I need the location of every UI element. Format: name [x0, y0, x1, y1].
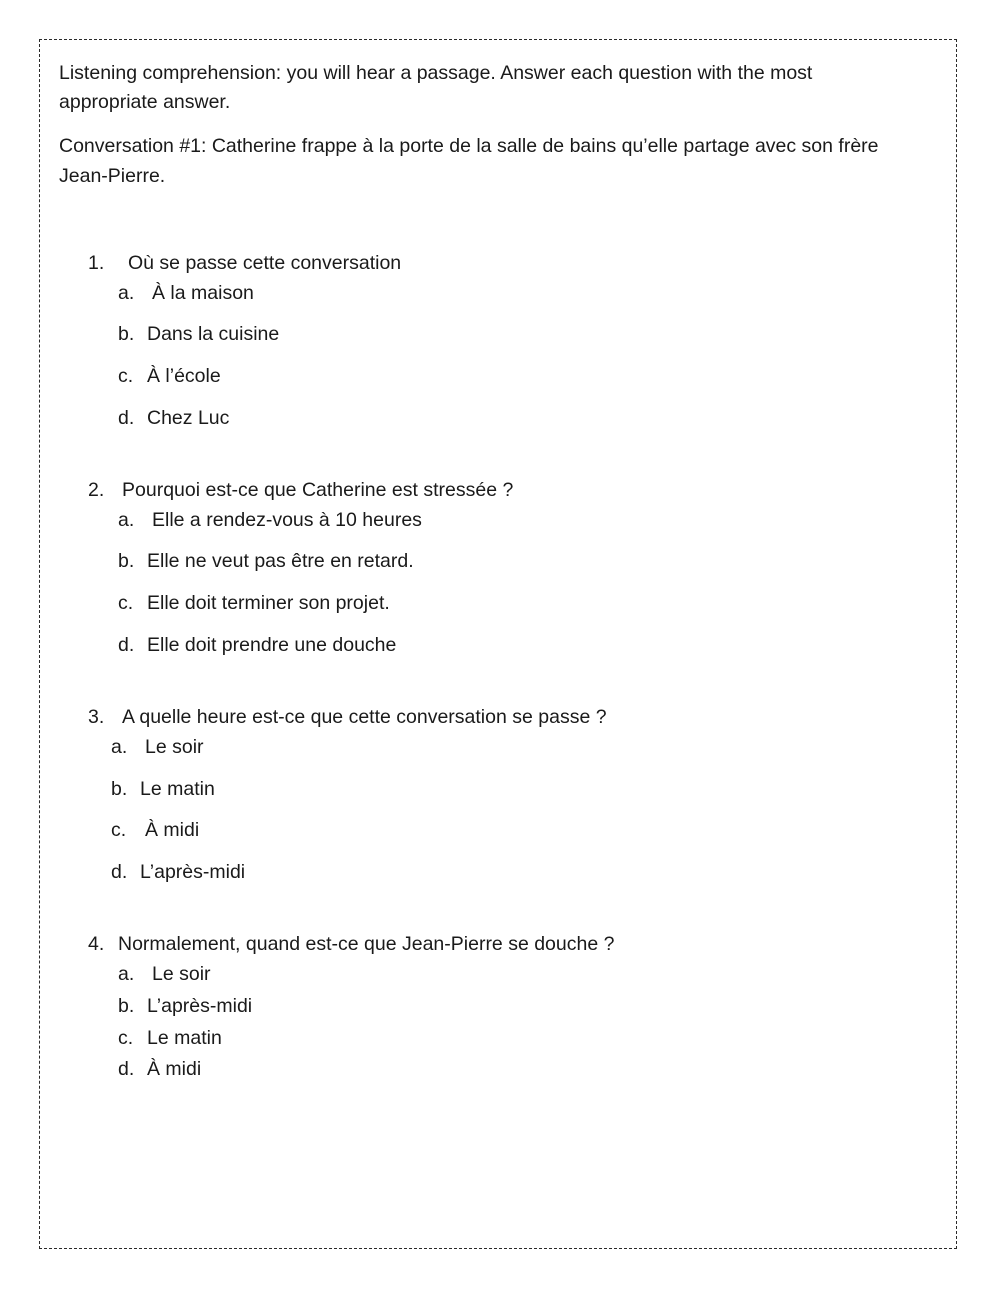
option-letter: a.	[118, 282, 135, 304]
option-text: Elle ne veut pas être en retard.	[147, 550, 414, 572]
instructions-line-2: appropriate answer.	[59, 91, 231, 113]
option-letter: d.	[118, 634, 135, 656]
option-letter: b.	[118, 995, 135, 1017]
option-letter: a.	[118, 963, 135, 985]
option-text: À midi	[147, 1058, 202, 1080]
question-number: 2.	[88, 479, 105, 501]
option-text: Le soir	[152, 963, 211, 985]
option-text: Elle doit prendre une douche	[147, 634, 397, 656]
question-text: Normalement, quand est-ce que Jean-Pierre se douche ?	[118, 933, 615, 955]
option-letter: d.	[118, 1058, 135, 1080]
option-letter: b.	[111, 778, 128, 800]
question-number: 1.	[88, 252, 105, 274]
option-text: L’après-midi	[140, 861, 246, 883]
option-letter: c.	[111, 819, 127, 841]
conversation-line-2: Jean-Pierre.	[59, 165, 166, 187]
instructions-line-1: Listening comprehension: you will hear a passage. Answer each question with the most	[59, 62, 813, 84]
option-text: Le matin	[140, 778, 215, 800]
option-letter: a.	[118, 509, 135, 531]
option-text: Elle a rendez-vous à 10 heures	[152, 509, 422, 531]
question-number: 3.	[88, 706, 105, 728]
option-text: Dans la cuisine	[147, 323, 280, 345]
option-text: À la maison	[152, 282, 254, 304]
option-text: Chez Luc	[147, 407, 230, 429]
question-text: Pourquoi est-ce que Catherine est stressée ?	[122, 479, 514, 501]
option-text: L’après-midi	[147, 995, 253, 1017]
option-letter: c.	[118, 592, 134, 614]
question-text: A quelle heure est-ce que cette conversation se passe ?	[122, 706, 607, 728]
conversation-line-1: Conversation #1: Catherine frappe à la porte de la salle de bains qu’elle partage avec son frère	[59, 135, 879, 157]
option-text: Le soir	[145, 736, 204, 758]
option-letter: d.	[118, 407, 135, 429]
option-letter: a.	[111, 736, 128, 758]
option-text: À midi	[145, 819, 200, 841]
question-text: Où se passe cette conversation	[128, 252, 402, 274]
question-number: 4.	[88, 933, 105, 955]
option-letter: c.	[118, 365, 134, 387]
option-letter: b.	[118, 550, 135, 572]
option-text: Elle doit terminer son projet.	[147, 592, 390, 614]
option-letter: b.	[118, 323, 135, 345]
option-letter: d.	[111, 861, 128, 883]
option-text: Le matin	[147, 1027, 222, 1049]
option-letter: c.	[118, 1027, 134, 1049]
option-text: À l’école	[147, 365, 221, 387]
